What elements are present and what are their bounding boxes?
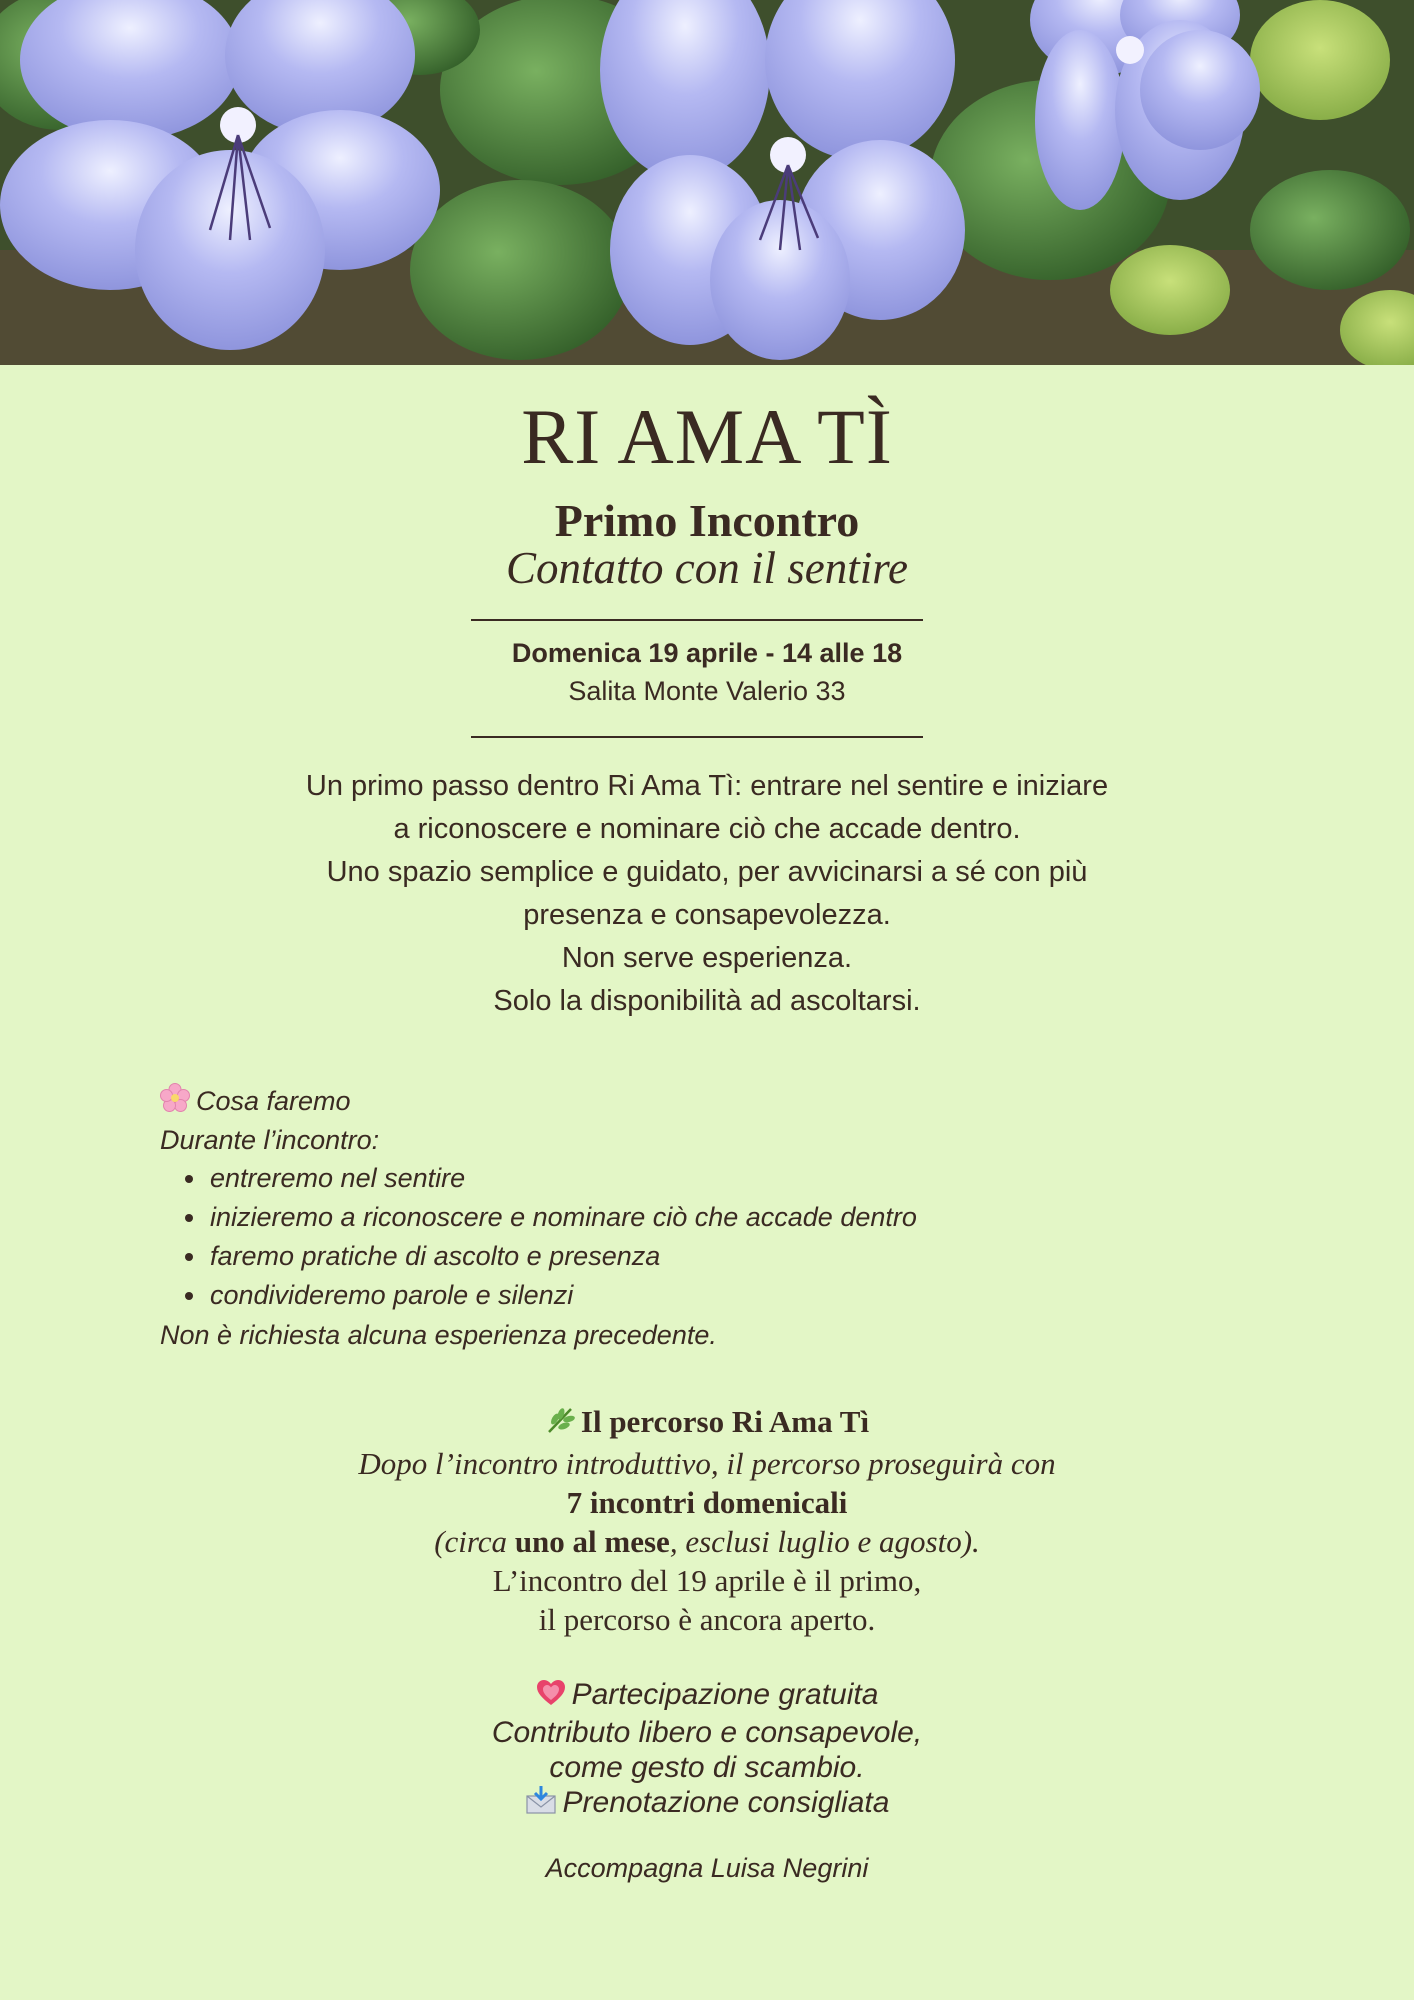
list-item: • condivideremo parole e silenzi xyxy=(208,1276,917,1315)
what-intro: Durante l’incontro: xyxy=(160,1125,380,1155)
what-heading-label: Cosa faremo xyxy=(196,1086,351,1116)
path-line: L’incontro del 19 aprile è il primo, xyxy=(492,1563,922,1598)
violet-flowers-illustration xyxy=(0,0,1414,365)
contribution-line: come gesto di scambio. xyxy=(549,1751,865,1784)
event-address: Salita Monte Valerio 33 xyxy=(568,676,846,706)
intro-line: Solo la disponibilità ad ascoltarsi. xyxy=(493,985,921,1017)
experience-note: Non è richiesta alcuna esperienza precedente. xyxy=(160,1320,717,1350)
signature: Accompagna Luisa Negrini xyxy=(545,1853,869,1883)
list-item: • faremo pratiche di ascolto e presenza xyxy=(208,1237,917,1276)
intro-line: Uno spazio semplice e guidato, per avvicinarsi a sé con più xyxy=(326,856,1088,888)
path-line-part: , esclusi luglio e agosto). xyxy=(669,1524,980,1559)
booking-note: Prenotazione consigliata xyxy=(562,1786,890,1819)
divider-bottom xyxy=(471,736,923,738)
intro-line: Un primo passo dentro Ri Ama Tì: entrare nel sentire e iniziare xyxy=(305,770,1109,802)
participation-section xyxy=(0,1677,1414,1823)
path-line: Dopo l’incontro introduttivo, il percorso proseguirà con xyxy=(358,1446,1056,1481)
tagline: Contatto con il sentire xyxy=(505,543,909,593)
free-participation: Partecipazione gratuita xyxy=(571,1678,879,1711)
intro-paragraph xyxy=(0,765,1414,1023)
sparkling-heart-icon xyxy=(536,1679,566,1715)
activity-list xyxy=(160,1159,917,1315)
contribution-line: Contributo libero e consapevole, xyxy=(491,1716,923,1749)
path-heading: Il percorso Ri Ama Tì xyxy=(580,1404,870,1439)
what-heading xyxy=(160,1081,1260,1124)
hero-image xyxy=(0,0,1414,365)
intro-line: a riconoscere e nominare ciò che accade dentro. xyxy=(393,813,1021,845)
path-section xyxy=(0,1402,1414,1639)
divider-top xyxy=(471,619,923,621)
list-item: • entreremo nel sentire xyxy=(208,1159,917,1198)
list-item: • inizieremo a riconoscere e nominare ciò che accade dentro xyxy=(208,1198,917,1237)
path-line: il percorso è ancora aperto. xyxy=(538,1602,876,1637)
envelope-arrow-icon xyxy=(525,1785,557,1823)
path-line-part: (circa xyxy=(434,1524,515,1559)
event-date: Domenica 19 aprile - 14 alle 18 xyxy=(511,638,903,668)
intro-line: Non serve esperienza. xyxy=(561,942,853,974)
path-line-count: 7 incontri domenicali xyxy=(566,1485,848,1520)
path-line-frequency: uno al mese xyxy=(514,1524,670,1559)
herb-icon xyxy=(545,1405,575,1444)
cherry-blossom-icon xyxy=(160,1083,190,1124)
intro-line: presenza e consapevolezza. xyxy=(523,899,891,931)
subtitle: Primo Incontro xyxy=(554,495,860,546)
page-title: RI AMA TÌ xyxy=(521,393,893,480)
